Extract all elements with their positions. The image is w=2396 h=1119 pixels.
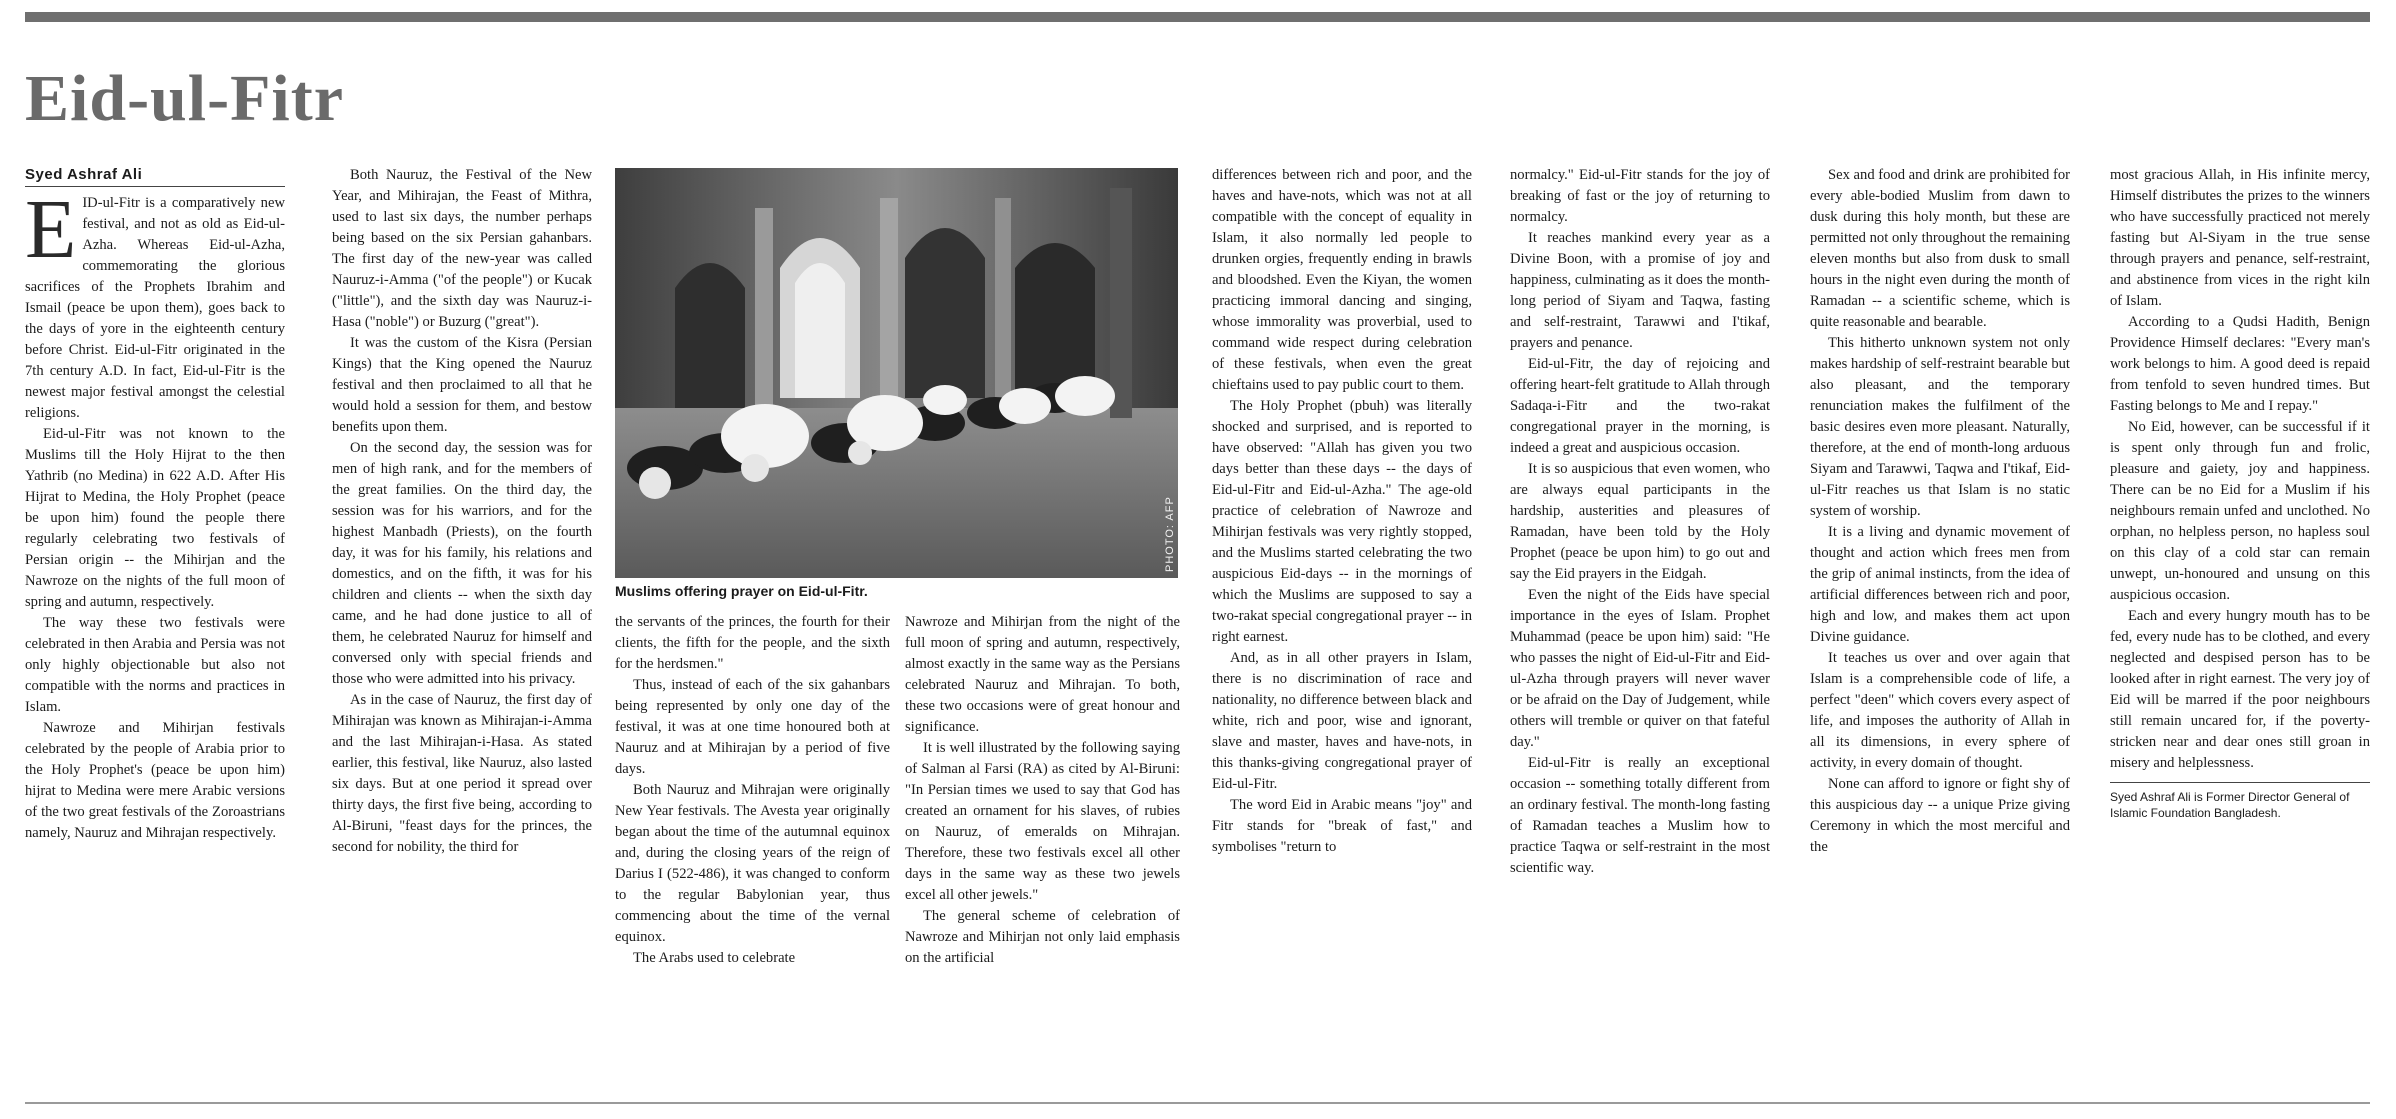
article-column-2 (332, 165, 592, 1095)
paragraph: The Arabs used to celebrate (633, 950, 796, 966)
paragraph: Thus, instead of each of the six gahanbars being represented by only one day of the festival, it was at one time honoured both at Nauruz and at Mihirajan by a period of five days. (615, 677, 890, 777)
article-column-3 (615, 612, 890, 1092)
page-title: Eid-ul-Fitr (25, 62, 344, 135)
paragraph: None can afford to ignore or fight shy of this auspicious day -- a unique Prize giving Ceremony in which the most merciful and the (1810, 776, 2070, 855)
author-note-divider (2110, 782, 2370, 783)
paragraph: On the second day, the session was for men of high rank, and for the members of the great families. On the third day, the session was for his warriors, and for the highest Manbadh (Priests), on the fourth day, it was for his family, his relations and domestics, and on the fifth, it was for his children and clients -- when the sixth day came, and he had done justice to all of them, he celebrated Nauruz for himself and conversed only with special friends and those who were admitted into his privacy. (332, 440, 592, 687)
article-column-8 (2110, 165, 2370, 1095)
paragraph: The word Eid in Arabic means "joy" and Fitr stands for "break of fast," and symbolises "return to (1212, 797, 1472, 855)
paragraph: It is so auspicious that even women, who are always equal participants in the hardship, austerities and pleasures of Ramadan, have been told by the Holy Prophet (peace be upon him) to go out and say the Eid prayers in the Eidgah. (1510, 461, 1770, 582)
article-column-4 (905, 612, 1180, 1092)
photo-credit: PHOTO: AFP (1164, 496, 1176, 572)
paragraph: most gracious Allah, in His infinite mercy, Himself distributes the prizes to the winners who have successfully practiced not merely fasting but Al-Siyam in the true sense through prayers and penance, self-restraint, and abstinence from vices in the right kiln of Islam. (2110, 167, 2370, 309)
paragraph: It teaches us over and over again that Islam is a comprehensible code of life, a perfect "deen" which covers every aspect of life, and imposes the authority of Allah in all its dimensions, in every sphere of activity, in every domain of thought. (1810, 650, 2070, 771)
paragraph: Each and every hungry mouth has to be fed, every nude has to be clothed, and every neglected and despised person has to be looked after in right earnest. The very joy of Eid will be marred if the poor neighbours still remain uncared for, if the poverty-stricken near and dear ones still groan in misery and helplessness. (2110, 608, 2370, 771)
article-column-7 (1810, 165, 2070, 1095)
paragraph: As in the case of Nauruz, the first day of Mihirajan was known as Mihirajan-i-Amma and the last Mihirajan-i-Hasa. As stated earlier, this festival, like Nauruz, also lasted six days. But at one period it spread over thirty days, the first five being, according to Al-Biruni, "feast days for the princes, the second for nobility, the third for (332, 692, 592, 855)
article-column-5 (1212, 165, 1472, 1095)
paragraph: It reaches mankind every year as a Divine Boon, with a promise of joy and happiness, culminating as it does the month-long period of Siyam and Taqwa, fasting and self-restraint, Tarawwi and I'tikaf, prayers and penance. (1510, 230, 1770, 351)
paragraph: Nawroze and Mihirjan from the night of the full moon of spring and autumn, respectively, almost exactly in the same way as the Persians celebrated Nauruz and Mihrajan. To both, these two occasions were of great honour and significance. (905, 614, 1180, 735)
lead-paragraph (25, 183, 285, 424)
paragraph: the servants of the princes, the fourth for their clients, the fifth for the people, and the sixth for the herdsmen." (615, 614, 890, 672)
paragraph: It is a living and dynamic movement of thought and action which frees men from the grip of animal instincts, from the idea of artificial differences between rich and poor, high and low, and makes them act upon Divine guidance. (1810, 524, 2070, 645)
paragraph: Even the night of the Eids have special importance in the eyes of Islam. Prophet Muhammad (peace be upon him) said: "He who passes the night of Eid-ul-Fitr and Eid-ul-Azha through prayers will never waver or be afraid on the Day of Judgement, while others will tremble or quiver on that fateful day." (1510, 587, 1770, 750)
paragraph: This hitherto unknown system not only makes hardship of self-restraint bearable but also pleasant, and the temporary renunciation makes the fulfilment of the basic desires even more pleasant. Naturally, therefore, at the end of month-long arduous Siyam and Tarawwi, Taqwa and I'tikaf, Eid-ul-Fitr reaches us that Islam is no static system of worship. (1810, 335, 2070, 519)
article-photo (615, 168, 1178, 578)
drop-cap: E (25, 183, 77, 276)
article-column-6 (1510, 165, 1770, 1095)
paragraph: And, as in all other prayers in Islam, there is no discrimination of race and nationality, no difference between black and white, rich and poor, wise and ignorant, slave and master, haves and have-nots, in this thanks-giving congregational prayer of Eid-ul-Fitr. (1212, 650, 1472, 792)
paragraph: Sex and food and drink are prohibited for every able-bodied Muslim from dawn to dusk during this holy month, but these are permitted not only throughout the remaining eleven months but also from dusk to small hours in the night even during the month of Ramadan -- a scientific scheme, which is quite reasonable and bearable. (1810, 167, 2070, 330)
paragraph: No Eid, however, can be successful if it is spent only through fun and frolic, pleasure and gaiety, joy and happiness. There can be no Eid for a Muslim if his neighbours remain unfed and unclothed. No orphan, no helpless person, no hapless soul on this clay of a cold star can remain unwept, un-honoured and unsung on this auspicious occasion. (2110, 419, 2370, 603)
paragraph: The Holy Prophet (pbuh) was literally shocked and surprised, and is reported to have observed: "Allah has given you two days better than these days -- the days of Eid-ul-Fitr and Eid-ul-Azha." The age-old practice of celebration of Nawroze and Mihirjan festivals was very rightly stopped, and the Muslims started celebrating the two auspicious Eid-days -- in the mornings of which the Muslims are supposed to say a two-rakat special congregational prayer -- in right earnest. (1212, 398, 1472, 645)
paragraph: The way these two festivals were celebrated in then Arabia and Persia was not only highly objectionable but also not compatible with the norms and practices in Islam. (25, 615, 285, 715)
paragraph: Eid-ul-Fitr was not known to the Muslims till the Holy Hijrat to the then Yathrib (no Medina) in 622 A.D. After His Hijrat to Medina, the Holy Prophet (peace be upon him) found the people there regularly celebrating two festivals of Persian origin -- the Mihirjan and the Nawroze on the nights of the full moon of spring and autumn, respectively. (25, 426, 285, 610)
paragraph: Both Nauruz, the Festival of the New Year, and Mihirajan, the Feast of Mithra, used to last six days, the number perhaps being based on the six Persian gahanbars. The first day of the new-year was called Nauruz-i-Amma ("of the people") or Kucak ("little"), and the sixth day was Nauruz-i-Hasa ("noble") or Buzurg ("great"). (332, 167, 592, 330)
paragraph: normalcy." Eid-ul-Fitr stands for the joy of breaking of fast or the joy of returning to normalcy. (1510, 167, 1770, 225)
paragraph: differences between rich and poor, and the haves and have-nots, which was not at all compatible with the concept of equality in Islam, it also normally led people to drunken orgies, frequently ending in brawls and bloodshed. Even the Kiyan, the women practicing immoral dancing and singing, whose immorality was proverbial, used to command wide respect during celebration of these festivals, when even the great chieftains used to pay public court to them. (1212, 167, 1472, 393)
byline: Syed Ashraf Ali (25, 165, 285, 187)
top-rule (25, 12, 2370, 22)
paragraph: It was the custom of the Kisra (Persian Kings) that the King opened the Nauruz festival and then proclaimed to all that he would hold a session for them, and bestow benefits upon them. (332, 335, 592, 435)
photo-image (615, 168, 1178, 578)
paragraph: The general scheme of celebration of Nawroze and Mihirjan not only laid emphasis on the artificial (905, 908, 1180, 966)
paragraph: Eid-ul-Fitr, the day of rejoicing and offering heart-felt gratitude to Allah through Sadaqa-i-Fitr and the two-rakat congregational prayer in the morning, is indeed a great and auspicious occasion. (1510, 356, 1770, 456)
lead-paragraph-text: ID-ul-Fitr is a comparatively new festival, and not as old as Eid-ul-Azha. Whereas Eid-ul-Azha, commemorating the glorious sacrifices of the Prophets Ibrahim and Ismail (peace be upon them), goes back to the days of yore in the eighteenth century before Christ. Eid-ul-Fitr originated in the 7th century A.D. In fact, Eid-ul-Fitr is the newest major festival amongst the celestial religions. (25, 195, 285, 421)
article-column-1 (25, 165, 285, 1095)
paragraph: It is well illustrated by the following saying of Salman al Farsi (RA) as cited by Al-Biruni: "In Persian times we used to say that God has created an ornament for his slaves, of rubies on Nauruz, of emeralds on Mihrajan. Therefore, these two festivals excel all other days in the same way as these two jewels excel all other jewels." (905, 740, 1180, 903)
photo-caption: Muslims offering prayer on Eid-ul-Fitr. (615, 583, 868, 599)
paragraph: According to a Qudsi Hadith, Benign Providence Himself declares: "Every man's work belongs to him. A good deed is repaid from tenfold to seven hundred times. But Fasting belongs to Me and I repay." (2110, 314, 2370, 414)
bottom-rule (25, 1102, 2370, 1104)
paragraph: Eid-ul-Fitr is really an exceptional occasion -- something totally different from an ordinary festival. The month-long fasting of Ramadan teaches a Muslim how to practice Taqwa or self-restraint in the most scientific way. (1510, 755, 1770, 876)
paragraph: Both Nauruz and Mihrajan were originally New Year festivals. The Avesta year originally began about the time of the autumnal equinox and, during the closing years of the reign of Darius I (522-486), it was changed to conform to the regular Babylonian year, thus commencing about the time of the vernal equinox. (615, 782, 890, 945)
author-note: Syed Ashraf Ali is Former Director General of Islamic Foundation Bangladesh. (2110, 790, 2350, 820)
paragraph: Nawroze and Mihirjan festivals celebrated by the people of Arabia prior to the Holy Prophet's (peace be upon him) hijrat to Medina were mere Arabic versions of the two great festivals of the Zoroastrians namely, Nauruz and Mihrajan respectively. (25, 720, 285, 841)
